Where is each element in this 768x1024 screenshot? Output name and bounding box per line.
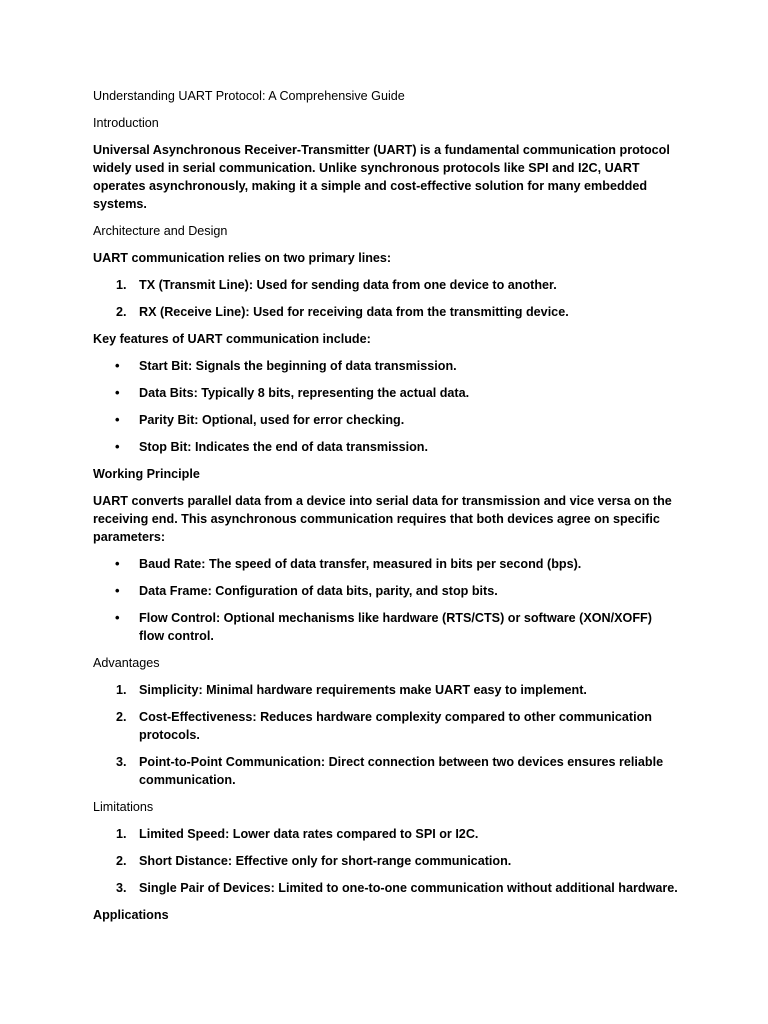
heading-architecture: Architecture and Design: [93, 224, 228, 238]
list-item-text: Point-to-Point Communication: Direct connection between two devices ensures reliable communication.: [139, 755, 664, 787]
list-item-text: Single Pair of Devices: Limited to one-to-one communication without additional hardware.: [139, 881, 678, 895]
list-item: [93, 411, 678, 429]
list-item: [93, 303, 678, 321]
heading-advantages: Advantages: [93, 656, 160, 670]
list-parameters: [93, 555, 678, 645]
list-item: [93, 753, 678, 789]
list-item-text: Flow Control: Optional mechanisms like hardware (RTS/CTS) or software (XON/XOFF) flow control.: [139, 611, 652, 643]
list-item: [93, 384, 678, 402]
bullet-icon: •: [115, 385, 120, 400]
heading-limitations: Limitations: [93, 800, 154, 814]
list-item: [93, 681, 678, 699]
bullet-icon: •: [115, 412, 120, 427]
heading-introduction: Introduction: [93, 116, 159, 130]
list-number: 2.: [116, 710, 127, 724]
heading-applications: Applications: [93, 908, 169, 922]
document-title: Understanding UART Protocol: A Comprehensive Guide: [93, 89, 405, 103]
list-item: [93, 879, 678, 897]
bullet-icon: •: [115, 556, 120, 571]
list-number: 1.: [116, 278, 127, 292]
list-item-text: Short Distance: Effective only for short-range communication.: [139, 854, 512, 868]
list-number: 3.: [116, 755, 127, 769]
list-limitations: [93, 825, 678, 897]
list-item-text: RX (Receive Line): Used for receiving data from the transmitting device.: [139, 305, 569, 319]
list-item: [93, 852, 678, 870]
bullet-icon: •: [115, 610, 120, 625]
list-item-text: Data Frame: Configuration of data bits, parity, and stop bits.: [139, 584, 498, 598]
list-item-text: Stop Bit: Indicates the end of data transmission.: [139, 440, 428, 454]
list-item: [93, 582, 678, 600]
list-item-text: Cost-Effectiveness: Reduces hardware complexity compared to other communication protocols.: [139, 710, 652, 742]
list-item: [93, 825, 678, 843]
list-number: 1.: [116, 683, 127, 697]
bullet-icon: •: [115, 439, 120, 454]
heading-working-principle: Working Principle: [93, 467, 200, 481]
list-item-text: Limited Speed: Lower data rates compared to SPI or I2C.: [139, 827, 479, 841]
list-item-text: Simplicity: Minimal hardware requirements make UART easy to implement.: [139, 683, 587, 697]
bullet-icon: •: [115, 583, 120, 598]
list-item-text: Start Bit: Signals the beginning of data transmission.: [139, 359, 457, 373]
list-advantages: [93, 681, 678, 789]
list-item: [93, 708, 678, 744]
list-uart-lines: [93, 276, 678, 321]
list-item: [93, 276, 678, 294]
list-number: 2.: [116, 854, 127, 868]
list-item: [93, 438, 678, 456]
list-item-text: Parity Bit: Optional, used for error checking.: [139, 413, 405, 427]
paragraph-architecture: UART communication relies on two primary lines:: [93, 251, 392, 265]
list-item: [93, 357, 678, 375]
paragraph-features: Key features of UART communication include:: [93, 332, 371, 346]
bullet-icon: •: [115, 358, 120, 373]
list-item-text: TX (Transmit Line): Used for sending data from one device to another.: [139, 278, 557, 292]
list-item-text: Data Bits: Typically 8 bits, representing the actual data.: [139, 386, 470, 400]
list-number: 1.: [116, 827, 127, 841]
list-number: 3.: [116, 881, 127, 895]
paragraph-working-principle: UART converts parallel data from a device into serial data for transmission and vice versa on the receiving end. This asynchronous communication requires that both devices agree on specific parameters:: [93, 494, 672, 544]
list-item-text: Baud Rate: The speed of data transfer, measured in bits per second (bps).: [139, 557, 582, 571]
list-number: 2.: [116, 305, 127, 319]
paragraph-introduction: Universal Asynchronous Receiver-Transmitter (UART) is a fundamental communication protocol widely used in serial communication. Unlike synchronous protocols like SPI and I2C, UART operates asynchronously, making it a simple and cost-effective solution for many embedded systems.: [93, 143, 670, 211]
list-item: [93, 609, 678, 645]
list-item: [93, 555, 678, 573]
list-features: [93, 357, 678, 456]
